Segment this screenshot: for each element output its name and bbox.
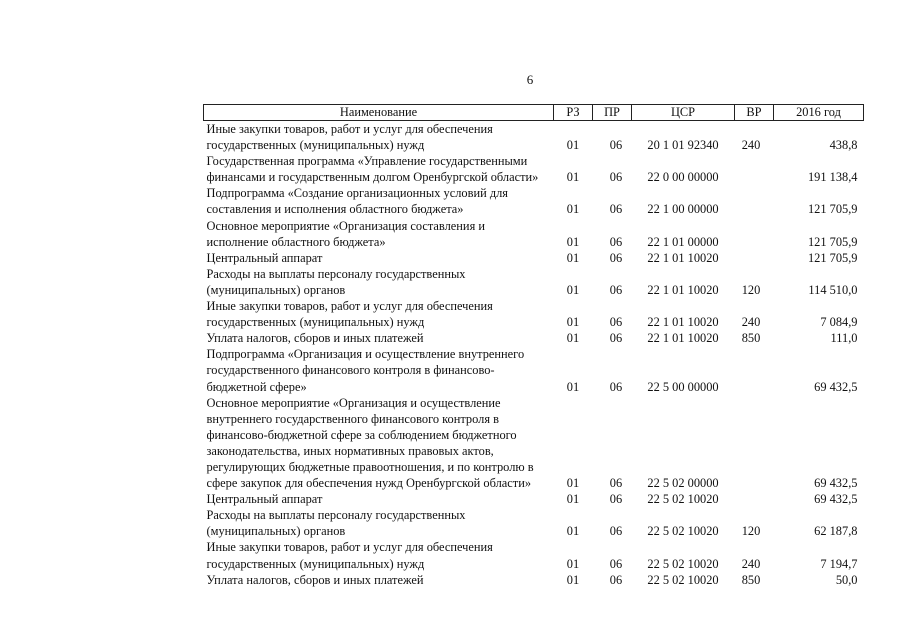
row-rz: 01 <box>566 524 580 539</box>
row-csr: 22 1 01 10020 <box>647 282 719 297</box>
row-name: Основное мероприятие «Организация и осуществление внутреннего государственного финансового контроля в финансово-бюджетной сфере за соблюдением бюджетного законодательства, иных нормативных правовых актов, регулирующих бюджетные правоотношения, и по контролю в сфере закупок для обеспечения нужд Оренбургской области» <box>206 395 534 491</box>
row-name: Центральный аппарат <box>206 492 323 507</box>
row-pr: 06 <box>609 234 623 249</box>
table-header-row <box>204 105 864 121</box>
row-name: Иные закупки товаров, работ и услуг для обеспечения государственных (муниципальных) нужд <box>206 540 493 571</box>
row-value: 7 194,7 <box>820 556 858 571</box>
row-name: Иные закупки товаров, работ и услуг для обеспечения государственных (муниципальных) нужд <box>206 122 493 153</box>
table-row <box>204 507 864 539</box>
row-value: 114 510,0 <box>808 282 858 297</box>
row-name: Расходы на выплаты персоналу государственных (муниципальных) органов <box>206 508 466 539</box>
row-name: Подпрограмма «Создание организационных условий для составления и исполнения областного бюджета» <box>206 186 509 217</box>
row-pr: 06 <box>609 556 623 571</box>
row-rz: 01 <box>566 476 580 491</box>
row-pr: 06 <box>609 315 623 330</box>
row-vr <box>735 346 774 394</box>
row-csr: 22 1 01 10020 <box>647 331 719 346</box>
table-row <box>204 346 864 394</box>
table-row <box>204 185 864 217</box>
row-rz: 01 <box>566 556 580 571</box>
row-name: Государственная программа «Управление государственными финансами и государственным долгом Оренбургской области» <box>206 154 539 185</box>
row-pr: 06 <box>609 492 623 507</box>
row-value: 121 705,9 <box>807 234 858 249</box>
row-vr: 240 <box>741 138 761 153</box>
row-csr: 22 0 00 00000 <box>647 170 719 185</box>
row-name: Уплата налогов, сборов и иных платежей <box>206 331 424 346</box>
table-row <box>204 572 864 588</box>
row-csr: 22 1 01 10020 <box>647 250 719 265</box>
row-csr: 22 5 02 00000 <box>647 476 719 491</box>
row-value: 62 187,8 <box>814 524 858 539</box>
row-vr <box>735 491 774 507</box>
row-name: Основное мероприятие «Организация составления и исполнение областного бюджета» <box>206 218 485 249</box>
row-vr <box>735 153 774 185</box>
table-row <box>204 330 864 346</box>
table-row <box>204 298 864 330</box>
row-csr: 22 1 00 00000 <box>647 202 719 217</box>
header-csr: ЦСР <box>632 105 735 121</box>
row-rz: 01 <box>566 250 580 265</box>
row-name: Центральный аппарат <box>206 250 323 265</box>
row-value: 111,0 <box>830 331 858 346</box>
row-value: 191 138,4 <box>807 170 858 185</box>
row-rz: 01 <box>566 234 580 249</box>
row-csr: 22 1 01 00000 <box>647 234 719 249</box>
row-vr <box>735 185 774 217</box>
row-csr: 20 1 01 92340 <box>647 138 719 153</box>
row-pr: 06 <box>609 282 623 297</box>
row-pr: 06 <box>609 138 623 153</box>
row-vr <box>735 218 774 250</box>
row-csr: 22 5 02 10020 <box>647 524 719 539</box>
page-number: 6 <box>526 72 534 87</box>
header-vr: ВР <box>735 105 774 121</box>
row-rz: 01 <box>566 379 580 394</box>
row-rz: 01 <box>566 572 580 587</box>
table-row <box>204 121 864 154</box>
row-csr: 22 5 02 10020 <box>647 556 719 571</box>
row-vr: 850 <box>741 572 761 587</box>
row-name: Подпрограмма «Организация и осуществление внутреннего государственного финансового контроля в финансово-бюджетной сфере» <box>206 347 525 394</box>
row-rz: 01 <box>566 331 580 346</box>
row-pr: 06 <box>609 572 623 587</box>
row-vr: 120 <box>741 282 761 297</box>
table-row <box>204 491 864 507</box>
header-rz: РЗ <box>554 105 593 121</box>
row-pr: 06 <box>609 379 623 394</box>
header-year: 2016 год <box>774 105 864 121</box>
table-row <box>204 250 864 266</box>
row-vr: 240 <box>741 556 761 571</box>
row-name: Расходы на выплаты персоналу государственных (муниципальных) органов <box>206 266 466 297</box>
row-pr: 06 <box>609 250 623 265</box>
row-value: 69 432,5 <box>814 476 858 491</box>
row-value: 121 705,9 <box>807 202 858 217</box>
row-rz: 01 <box>566 170 580 185</box>
row-rz: 01 <box>566 282 580 297</box>
row-csr: 22 5 02 10020 <box>647 572 719 587</box>
table-row <box>204 218 864 250</box>
row-rz: 01 <box>566 315 580 330</box>
row-value: 438,8 <box>829 138 858 153</box>
row-value: 69 432,5 <box>814 379 858 394</box>
header-name: Наименование <box>204 105 554 121</box>
table-row <box>204 539 864 571</box>
row-pr: 06 <box>609 202 623 217</box>
row-rz: 01 <box>566 138 580 153</box>
row-pr: 06 <box>609 524 623 539</box>
header-pr: ПР <box>593 105 632 121</box>
budget-table <box>203 104 864 588</box>
row-vr <box>735 250 774 266</box>
row-rz: 01 <box>566 202 580 217</box>
row-name: Иные закупки товаров, работ и услуг для обеспечения государственных (муниципальных) нужд <box>206 299 493 330</box>
row-vr <box>735 395 774 492</box>
row-pr: 06 <box>609 476 623 491</box>
row-pr: 06 <box>609 170 623 185</box>
row-value: 7 084,9 <box>820 315 858 330</box>
table-row <box>204 153 864 185</box>
row-csr: 22 5 02 10020 <box>647 492 719 507</box>
row-vr: 120 <box>741 524 761 539</box>
table-row <box>204 266 864 298</box>
row-rz: 01 <box>566 492 580 507</box>
row-value: 69 432,5 <box>814 492 858 507</box>
row-name: Уплата налогов, сборов и иных платежей <box>206 572 424 587</box>
row-value: 121 705,9 <box>807 250 858 265</box>
row-csr: 22 1 01 10020 <box>647 315 719 330</box>
row-value: 50,0 <box>835 572 858 587</box>
row-csr: 22 5 00 00000 <box>647 379 719 394</box>
row-pr: 06 <box>609 331 623 346</box>
row-vr: 240 <box>741 315 761 330</box>
table-row <box>204 395 864 492</box>
row-vr: 850 <box>741 331 761 346</box>
